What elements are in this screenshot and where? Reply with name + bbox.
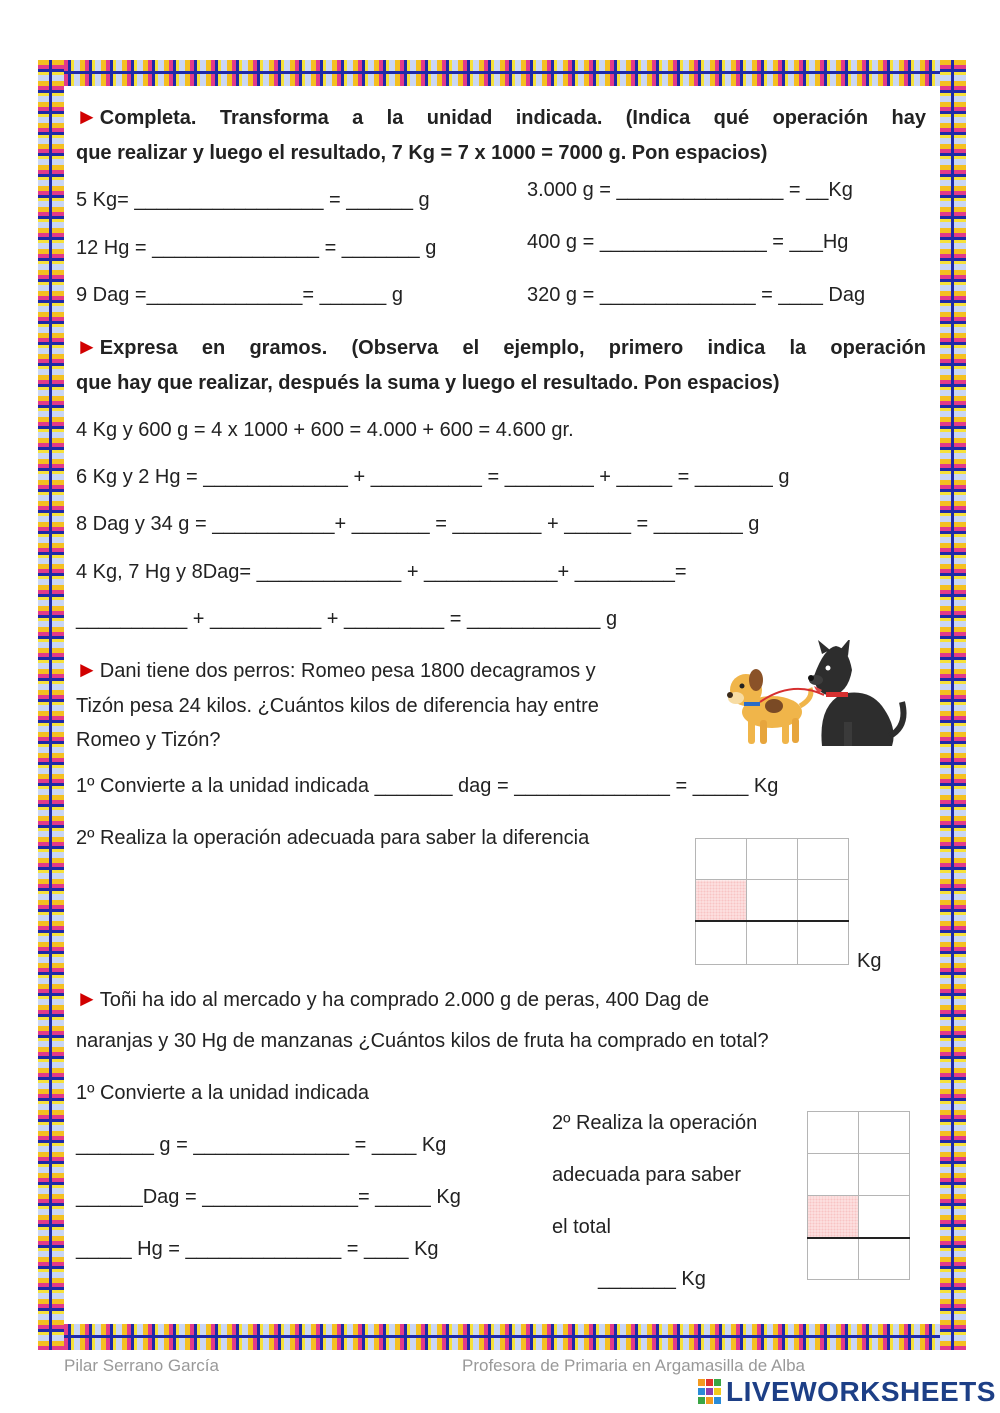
section3-problem-line2: Tizón pesa 24 kilos. ¿Cuántos kilos de diferencia hay entre [76,695,599,717]
section3-step1[interactable]: 1º Convierte a la unidad indicada _______ dag = ______________ = _____ Kg [76,775,779,797]
section1-left-item-2[interactable]: 12 Hg = _______________ = _______ g [76,237,437,259]
footer-role: Profesora de Primaria en Argamasilla de Alba [462,1356,806,1375]
section4-problem-line2: naranjas y 30 Hg de manzanas ¿Cuántos kilos de fruta ha comprado en total? [76,1030,769,1052]
red-triangle-icon: ► [76,334,98,359]
grid-cell[interactable] [859,1196,910,1239]
section1-right-item-3[interactable]: 320 g = ______________ = ____ Dag [527,284,866,306]
border-top [38,60,966,86]
section3-problem-line3: Romeo y Tizón? [76,729,221,751]
grid-cell[interactable] [747,839,798,880]
section2-instruction-line2: que hay que realizar, después la suma y luego el resultado. Pon espacios) [76,372,780,394]
grid-cell[interactable] [696,839,747,880]
border-bottom [38,1324,966,1350]
border-right [940,60,966,1350]
section4-conversion-3[interactable]: _____ Hg = ______________ = ____ Kg [76,1238,439,1260]
section3-step2: 2º Realiza la operación adecuada para saber la diferencia [76,827,590,849]
dogs-illustration [722,640,912,752]
red-triangle-icon: ► [76,657,98,682]
section1-left-item-3[interactable]: 9 Dag =______________= ______ g [76,284,403,306]
section1-left-item-1[interactable]: 5 Kg= _________________ = ______ g [76,189,430,211]
section2-line-3[interactable]: 4 Kg, 7 Hg y 8Dag= _____________ + ____________+ _________= [76,561,687,583]
grid-cell[interactable] [798,880,849,922]
grid-cell[interactable] [859,1238,910,1280]
black-dog-icon [808,640,904,746]
section2-line-2[interactable]: 8 Dag y 34 g = ___________+ _______ = ________ + ______ = ________ g [76,513,760,535]
section2-line-1[interactable]: 6 Kg y 2 Hg = _____________ + __________ = ________ + _____ = _______ g [76,466,790,488]
grid-cell-operator[interactable] [696,880,747,922]
grid-cell[interactable] [696,921,747,965]
section4-conversion-1[interactable]: _______ g = ______________ = ____ Kg [76,1134,447,1156]
border-left [38,60,64,1350]
grid-cell[interactable] [798,839,849,880]
small-dog-icon [727,669,811,744]
subtraction-grid[interactable] [695,838,849,965]
liveworksheets-logo[interactable] [698,1374,996,1410]
section3-unit-label: Kg [857,950,882,972]
liveworksheets-brand-text: LIVEWORKSHEETS [726,1376,996,1407]
liveworksheets-logo-icon [698,1379,722,1405]
section2-instruction-line1: ► Expresa en gramos. (Observa el ejemplo, primero indica la operación [76,334,926,359]
section4-conversion-2[interactable]: ______Dag = ______________= _____ Kg [76,1186,461,1208]
section4-answer[interactable]: _______ Kg [598,1268,706,1290]
section1-right-item-2[interactable]: 400 g = _______________ = ___Hg [527,231,849,253]
section1-right-item-1[interactable]: 3.000 g = _______________ = __Kg [527,179,853,201]
section4-step2-line3: el total [552,1216,611,1238]
grid-cell[interactable] [859,1112,910,1154]
addition-grid[interactable] [807,1111,910,1280]
section1-instruction-line1: ► Completa. Transforma a la unidad indicada. (Indica qué operación hay [76,104,926,129]
grid-cell[interactable] [747,880,798,922]
grid-cell[interactable] [808,1112,859,1154]
grid-cell[interactable] [798,921,849,965]
grid-cell[interactable] [808,1154,859,1196]
grid-cell[interactable] [859,1154,910,1196]
section1-instruction-line2: que realizar y luego el resultado, 7 Kg = 7 x 1000 = 7000 g. Pon espacios) [76,142,768,164]
section4-step1: 1º Convierte a la unidad indicada [76,1082,370,1104]
section2-line-4[interactable]: __________ + __________ + _________ = ____________ g [76,608,618,630]
red-triangle-icon: ► [76,104,98,129]
red-triangle-icon: ► [76,986,98,1011]
footer-author: Pilar Serrano García [64,1356,219,1375]
grid-cell[interactable] [808,1238,859,1280]
section2-example: 4 Kg y 600 g = 4 x 1000 + 600 = 4.000 + 600 = 4.600 gr. [76,419,574,441]
section4-step2-line2: adecuada para saber [552,1164,742,1186]
section4-step2-line1: 2º Realiza la operación [552,1112,758,1134]
section3-problem-line1: ► Dani tiene dos perros: Romeo pesa 1800 decagramos y [76,657,596,682]
grid-cell-operator[interactable] [808,1196,859,1239]
grid-cell[interactable] [747,921,798,965]
section4-problem-line1: ► Toñi ha ido al mercado y ha comprado 2.000 g de peras, 400 Dag de [76,986,710,1011]
